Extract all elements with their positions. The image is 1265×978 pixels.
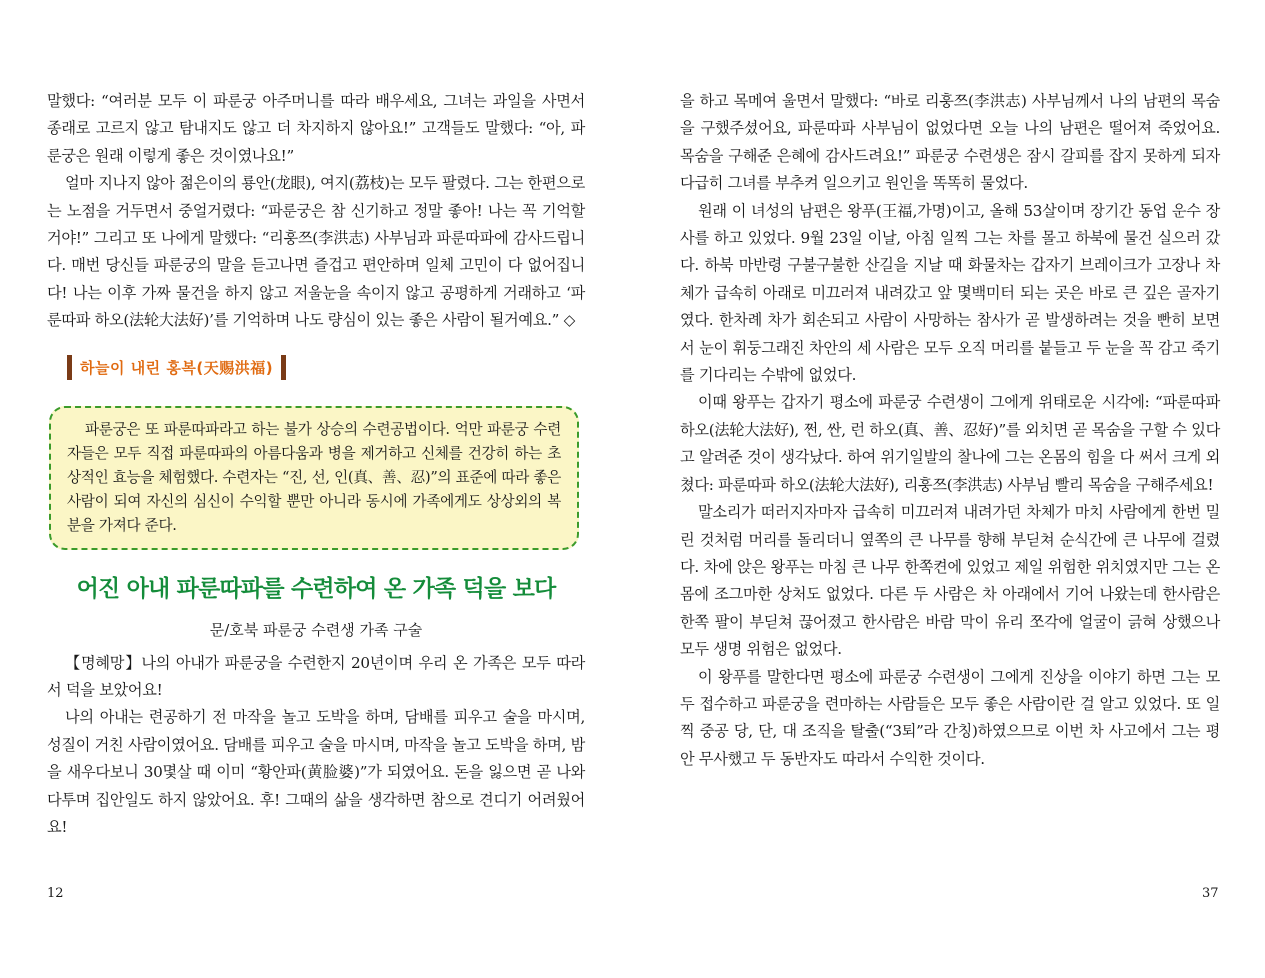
- right-page-column: [680, 88, 1220, 773]
- section-tag: 하늘이 내린 홍복(天赐洪福): [67, 355, 286, 380]
- right-page: [632, 0, 1265, 978]
- paragraph: 원래 이 녀성의 남편은 왕푸(王福,가명)이고, 올해 53살이며 장기간 동업 운수 장사를 하고 있었다. 9월 23일 이날, 아침 일찍 그는 차를 몰고 하북에 물건 실으러 갔다. 하북 마반령 구불구불한 산길을 지날 때 화물차는 갑자기 브레이크가 고장나 차체가 급속히 아래로 미끄러져 내려갔고 앞 몇백미터 되는 곳은 바로 큰 깊은 골자기였다. 한차례 차가 회손되고 사람이 사망하는 참사가 곧 발생하려는 것을 빤히 보면서 눈이 휘둥그래진 차안의 세 사람은 모두 오직 머리를 붙들고 두 눈을 꼭 감고 죽기를 기다리는 수밖에 없었다.: [680, 201, 1220, 385]
- paragraph: 말했다: “여러분 모두 이 파룬궁 아주머니를 따라 배우세요, 그녀는 과일을 사면서 종래로 고르지 않고 탐내지도 않고 더 차지하지 않아요!” 고객들도 말했다: “아, 파룬궁은 원래 이렇게 좋은 것이였나요!”: [47, 92, 585, 165]
- info-box: [49, 406, 579, 550]
- paragraph: 이 왕푸를 말한다면 평소에 파룬궁 수련생이 그에게 진상을 이야기 하면 그는 모두 접수하고 파룬궁을 련마하는 사람들은 모두 좋은 사람이란 걸 알고 있었다. 또 일찍 중공 당, 단, 대 조직을 탈출(“3퇴”라 간칭)하였으므로 이번 차 사고에서 그는 평안 무사했고 두 동반자도 따라서 수익한 것이다.: [680, 667, 1220, 768]
- page-number: 12: [47, 886, 64, 901]
- left-page: [0, 0, 632, 978]
- article-byline: 문/호북 파룬궁 수련생 가족 구술: [209, 620, 423, 639]
- paragraph: 【명혜망】나의 아내가 파룬궁을 수련한지 20년이며 우리 온 가족은 모두 따라서 덕을 보았어요!: [47, 653, 585, 700]
- paragraph: 을 하고 목메여 울면서 말했다: “바로 리훙쯔(李洪志) 사부님께서 나의 남편의 목숨을 구했주셨어요, 파룬따파 사부님이 없었다면 오늘 나의 남편은 떨어져 죽었어요. 목숨을 구해준 은혜에 감사드려요!” 파룬궁 수련생은 잠시 갈피를 잡지 못하게 되자 다급히 그녀를 부추켜 일으키고 원인을 똑똑히 물었다.: [680, 92, 1220, 193]
- paragraph: 말소리가 떠러지자마자 급속히 미끄러져 내려가던 차체가 마치 사람에게 한번 밀린 것처럼 머리를 돌리더니 옆쪽의 큰 나무를 향해 부딛쳐 순식간에 큰 나무에 걸렸다. 차에 앉은 왕푸는 마침 큰 나무 한쪽켠에 있었고 제일 위험한 위치였지만 그는 온몸에 조그마한 상처도 없었다. 다른 두 사람은 차 아래에서 기어 나왔는데 한사람은 한쪽 팔이 부딛쳐 끊어졌고 한사람은 바람 막이 유리 쪼각에 얼굴이 긁혀 상했으나 모두 생명 위험은 없었다.: [680, 503, 1220, 659]
- page-number: 37: [1202, 886, 1219, 901]
- left-page-column: [47, 88, 585, 842]
- paragraph: 이때 왕푸는 갑자기 평소에 파룬궁 수련생이 그에게 위태로운 시각에: “파룬따파 하오(法轮大法好), 쩐, 싼, 런 하오(真、善、忍好)”를 외치면 곧 목숨을 구할 수 있다고 알려준 것이 생각났다. 하여 위기일발의 찰나에 그는 온몸의 힘을 다 써서 크게 외쳤다: 파룬따파 하오(法轮大法好), 리훙쯔(李洪志) 사부님 빨리 목숨을 구해주세요!: [680, 393, 1221, 494]
- article-headline: 어진 아내 파룬따파를 수련하여 온 가족 덕을 보다: [76, 575, 556, 602]
- paragraph: 얼마 지나지 않아 젊은이의 룡안(龙眼), 여지(荔枝)는 모두 팔렸다. 그는 한편으로는 노점을 거두면서 중얼거렸다: “파룬궁은 참 신기하고 정말 좋아! 나는 꼭 기억할거야!” 그리고 또 나에게 말했다: “리훙쯔(李洪志) 사부님과 파룬따파에 감사드립니다. 매번 당신들 파룬궁의 말을 듣고나면 즐겁고 편안하며 일체 고민이 다 없어집니다! 나는 이후 가짜 물건을 하지 않고 저울눈을 속이지 않고 공평하게 거래하고 ‘파룬따파 하오(法轮大法好)’를 기억하며 나도 량심이 있는 좋은 사람이 될거예요.” ◇: [47, 174, 585, 330]
- info-box-text: 파룬궁은 또 파룬따파라고 하는 불가 상승의 수련공법이다. 억만 파룬궁 수련자들은 모두 직접 파룬따파의 아름다움과 병을 제거하고 신체를 건강히 하는 초상적인 효능을 체험했다. 수련자는 “진, 선, 인(真、善、忍)”의 표준에 따라 좋은 사람이 되여 자신의 심신이 수익할 뿐만 아니라 동시에 가족에게도 상상외의 복분을 가져다 준다.: [67, 420, 561, 534]
- paragraph: 나의 아내는 련공하기 전 마작을 놀고 도박을 하며, 담배를 피우고 술을 마시며, 성질이 거친 사람이였어요. 담배를 피우고 술을 마시며, 마작을 놀고 도박을 하며, 밤을 새우다보니 30몇살 때 이미 “황안파(黄脸婆)”가 되였어요. 돈을 잃으면 곧 나와 다투며 집안일도 하지 않았어요. 후! 그때의 삶을 생각하면 참으로 견디기 어려웠어요!: [47, 708, 585, 837]
